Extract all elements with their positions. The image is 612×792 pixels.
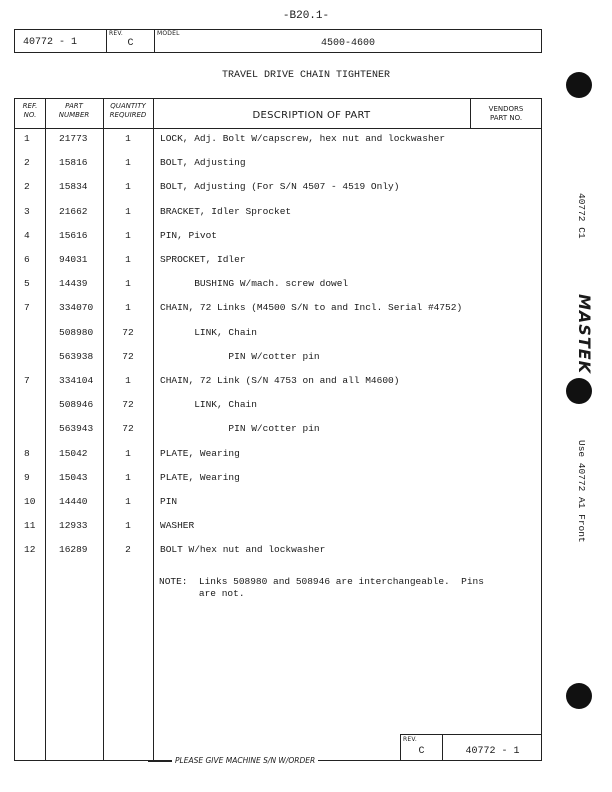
table-row	[15, 423, 541, 447]
table-row	[15, 254, 541, 278]
part-number: 14440	[59, 496, 88, 507]
part-number: 16289	[59, 544, 88, 556]
header-doc-number: 40772 - 1	[23, 37, 78, 48]
binder-hole-icon	[566, 378, 592, 404]
header-rev-value: C	[127, 38, 134, 49]
ref-number: 6	[24, 254, 30, 265]
quantity: 1	[125, 447, 131, 459]
quantity: 72	[122, 326, 134, 338]
ref-number: 5	[24, 278, 30, 290]
description: BOLT, Adjusting (For S/N 4507 - 4519 Only)	[160, 181, 400, 193]
ref-number: 3	[24, 205, 30, 217]
quantity: 72	[122, 423, 134, 435]
table-row	[15, 544, 541, 568]
part-number: 14439	[59, 278, 88, 290]
footer-doc-number: 40772 - 1	[465, 746, 520, 757]
part-number: 15816	[59, 157, 88, 169]
description: BRACKET, Idler Sprocket	[160, 205, 292, 217]
header-model-label: MODEL	[157, 30, 180, 37]
ref-number: 8	[24, 447, 30, 459]
quantity: 72	[122, 350, 134, 362]
quantity: 1	[125, 302, 131, 314]
part-number: 21662	[59, 205, 88, 217]
footer-instruction: PLEASE GIVE MACHINE S/N W/ORDER	[172, 756, 318, 765]
side-use-note: Use 40772 A1 Front	[576, 440, 587, 543]
quantity: 1	[125, 375, 131, 386]
table-row	[15, 206, 541, 230]
ref-number: 9	[24, 471, 30, 483]
table-row	[15, 230, 541, 254]
description: PIN	[160, 496, 178, 507]
side-code: 40772 C1	[576, 193, 587, 239]
page-number: -B20.1-	[282, 10, 330, 22]
ref-number: 2	[24, 157, 30, 169]
description: BOLT, Adjusting	[160, 157, 246, 169]
column-header-quantity: QUANTITY REQUIRED	[109, 102, 147, 119]
description: PLATE, Wearing	[160, 447, 240, 459]
description: PLATE, Wearing	[160, 471, 240, 483]
description: SPROCKET, Idler	[160, 254, 246, 265]
header-box	[14, 29, 542, 53]
table-row	[15, 496, 541, 520]
ref-number: 1	[24, 133, 30, 144]
description: BOLT W/hex nut and lockwasher	[160, 544, 326, 556]
part-number: 563943	[59, 423, 94, 435]
quantity: 1	[125, 205, 131, 217]
quantity: 1	[125, 157, 131, 169]
description: CHAIN, 72 Links (M4500 S/N to and Incl. Serial #4752)	[160, 302, 463, 314]
table-row	[15, 302, 541, 326]
ref-number: 2	[24, 181, 30, 193]
column-header-vendors: VENDORS PART NO.	[488, 105, 524, 122]
description: PIN, Pivot	[160, 229, 218, 241]
table-row	[15, 157, 541, 181]
footer-doc-box	[442, 734, 542, 761]
part-number: 15616	[59, 229, 88, 241]
footer-rev-label: REV.	[403, 736, 417, 743]
ref-number: 7	[24, 375, 30, 386]
header-rule	[15, 128, 541, 129]
part-number: 508946	[59, 399, 94, 411]
part-number: 12933	[59, 520, 88, 532]
quantity: 1	[125, 520, 131, 532]
table-row	[15, 520, 541, 544]
description: WASHER	[160, 520, 195, 532]
description: PIN W/cotter pin	[160, 423, 320, 435]
description: CHAIN, 72 Link (S/N 4753 on and all M4600)	[160, 375, 400, 386]
part-number: 15043	[59, 471, 88, 483]
header-model-cell	[155, 30, 541, 52]
header-rev-label: REV.	[109, 30, 123, 37]
header-rev-cell	[107, 30, 155, 52]
quantity: 2	[125, 544, 131, 556]
part-number: 15834	[59, 181, 88, 193]
part-number: 15042	[59, 447, 88, 459]
footer-rev-box	[400, 734, 442, 761]
table-row	[15, 181, 541, 205]
header-doc-cell	[15, 30, 107, 52]
part-number: 21773	[59, 133, 88, 144]
table-row	[15, 133, 541, 157]
interchange-note: NOTE: Links 508980 and 508946 are interchangeable. Pins are not.	[159, 576, 484, 599]
table-row	[15, 375, 541, 399]
description: LINK, Chain	[160, 326, 257, 338]
part-number: 94031	[59, 254, 88, 265]
table-row	[15, 351, 541, 375]
binder-hole-icon	[566, 683, 592, 709]
page-title: TRAVEL DRIVE CHAIN TIGHTENER	[221, 70, 391, 81]
description: LOCK, Adj. Bolt W/capscrew, hex nut and lockwasher	[160, 133, 446, 144]
part-number: 563938	[59, 350, 94, 362]
description: BUSHING W/mach. screw dowel	[160, 278, 349, 290]
quantity: 1	[125, 133, 131, 144]
part-number: 334104	[59, 375, 94, 386]
quantity: 1	[125, 181, 131, 193]
ref-number: 11	[24, 520, 36, 532]
part-number: 508980	[59, 326, 94, 338]
description: PIN W/cotter pin	[160, 350, 320, 362]
table-row	[15, 472, 541, 496]
column-header-ref: REF. NO.	[22, 102, 38, 119]
quantity: 1	[125, 278, 131, 290]
ref-number: 4	[24, 229, 30, 241]
table-row	[15, 327, 541, 351]
quantity: 1	[125, 254, 131, 265]
ref-number: 12	[24, 544, 36, 556]
parts-table	[14, 98, 542, 761]
table-row	[15, 448, 541, 472]
quantity: 72	[122, 399, 134, 411]
quantity: 1	[125, 496, 131, 507]
ref-number: 10	[24, 496, 36, 507]
header-model-value: 4500-4600	[320, 38, 375, 49]
description: LINK, Chain	[160, 399, 257, 411]
mastek-logo: MASTEK	[575, 294, 594, 375]
part-number: 334070	[59, 302, 94, 314]
table-row	[15, 278, 541, 302]
ref-number: 7	[24, 302, 30, 314]
footer-rev-value: C	[418, 746, 425, 757]
quantity: 1	[125, 229, 131, 241]
binder-hole-icon	[566, 72, 592, 98]
column-header-part-number: PART NUMBER	[58, 102, 90, 119]
table-row	[15, 399, 541, 423]
column-header-description: DESCRIPTION OF PART	[252, 110, 371, 121]
quantity: 1	[125, 471, 131, 483]
